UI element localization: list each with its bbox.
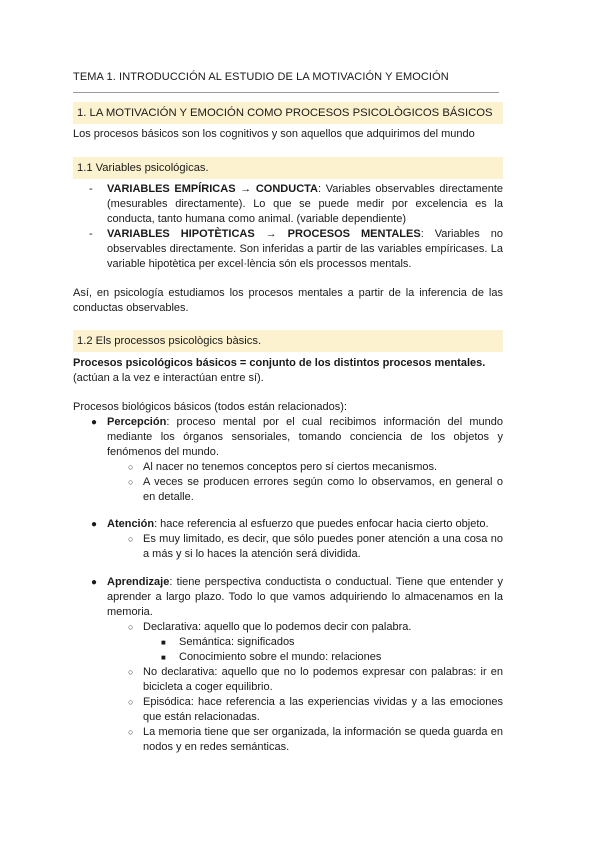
item-text: No declarativa: aquello que no lo podemos expresar con palabras: ir en bicicleta a coger equilibrio. <box>143 666 503 693</box>
item-text: : hace referencia al esfuerzo que puedes enfocar hacia cierto objeto. <box>154 518 489 530</box>
list-item <box>73 227 503 272</box>
bullet-circle: ○ <box>128 477 134 487</box>
list-item <box>143 635 503 650</box>
item-text: : Variables no observables directamente. Son inferidas a partir de las variables empíricases. La variable hipotètica per excel·lència són els processos mentals. <box>107 228 503 270</box>
item-text: Al nacer no tenemos conceptos pero sí ciertos mecanismos. <box>143 461 438 473</box>
list-item <box>107 475 503 505</box>
atencion-sublist <box>107 532 503 562</box>
dash-marker: - <box>89 228 93 240</box>
item-text: Declarativa: aquello que lo podemos decir con palabra. <box>143 621 412 633</box>
dash-marker: - <box>89 183 93 195</box>
item-text: : Variables observables directamente (mesurables directamente). Lo que se puede medir por excelencia es la conducta, tanto humana como animal. (variable dependiente) <box>107 183 504 225</box>
title-divider <box>73 92 499 93</box>
item-text: : tiene perspectiva conductista o conductual. Tiene que entender y aprender a largo plazo. Todo lo que vamos adquiriendo lo almacenamos en la memoria. <box>107 576 503 618</box>
percepcion-sublist <box>107 460 503 505</box>
list-item <box>107 725 503 755</box>
bullet-dot: ● <box>91 417 98 428</box>
item-text: Es muy limitado, es decir, que sólo puedes poner atención a una cosa no a más y si lo haces la atención será dividida. <box>143 533 503 560</box>
item-text: La memoria tiene que ser organizada, la información se queda guarda en nodos y en redes semánticas. <box>143 726 503 753</box>
section-1-2-heading: 1.2 Els processos psicològics bàsics. <box>73 330 503 352</box>
item-term: Percepción <box>107 416 167 428</box>
list-item <box>107 695 503 725</box>
list-item <box>107 532 503 562</box>
bullet-circle: ○ <box>128 462 134 472</box>
item-text: Episódica: hace referencia a las experiencias vividas y a las emociones que están relacionadas. <box>143 696 503 723</box>
atencion-list <box>73 517 503 562</box>
bullet-circle: ○ <box>128 534 134 544</box>
list-item <box>107 665 503 695</box>
item-term: Aprendizaje <box>107 576 170 588</box>
variables-list <box>73 182 503 272</box>
section-1-intro: Los procesos básicos son los cognitivos y son aquellos que adquirimos del mundo <box>73 128 475 140</box>
item-text: A veces se producen errores según como lo observamos, en general o en detalle. <box>143 476 503 503</box>
list-item <box>107 620 503 665</box>
bullet-circle: ○ <box>128 622 134 632</box>
bullet-circle: ○ <box>128 727 134 737</box>
definition-bold: Procesos psicológicos básicos = conjunto de los distintos procesos mentales. <box>73 357 486 369</box>
item-text: Conocimiento sobre el mundo: relaciones <box>179 651 382 663</box>
item-text: : proceso mental por el cual recibimos información del mundo mediante los órganos sensoriales, tomando conciencia de los objetos y fenómenos del mundo. <box>107 416 503 458</box>
item-text: Semántica: significados <box>179 636 295 648</box>
item-term: VARIABLES EMPÍRICAS → CONDUCTA <box>107 183 318 195</box>
declarativa-sublist <box>143 635 503 665</box>
item-term: VARIABLES HIPOTÈTICAS → PROCESOS MENTALES <box>107 228 421 240</box>
item-term: Atención <box>107 518 155 530</box>
aprendizaje-sublist <box>107 620 503 755</box>
list-item <box>73 517 503 562</box>
section-1-heading: 1. LA MOTIVACIÓN Y EMOCIÓN COMO PROCESOS PSICOLÒGICOS BÁSICOS <box>73 102 503 124</box>
procesos-definition <box>73 356 503 386</box>
list-item <box>107 460 503 475</box>
list-item <box>73 575 503 755</box>
bullet-square: ■ <box>161 638 166 647</box>
bullet-circle: ○ <box>128 667 134 677</box>
list-item <box>143 650 503 665</box>
bullet-square: ■ <box>161 653 166 662</box>
percepcion-list <box>73 415 503 505</box>
aprendizaje-list <box>73 575 503 755</box>
bullet-circle: ○ <box>128 697 134 707</box>
list-item <box>73 182 503 227</box>
document-title: TEMA 1. INTRODUCCIÓN AL ESTUDIO DE LA MOTIVACIÓN Y EMOCIÓN <box>73 71 449 83</box>
section-1-1-closing: Así, en psicología estudiamos los procesos mentales a partir de la inferencia de las conductas observables. <box>73 287 503 314</box>
bullet-dot: ● <box>91 519 98 530</box>
bio-intro: Procesos biológicos básicos (todos están relacionados): <box>73 401 347 413</box>
bullet-dot: ● <box>91 577 98 588</box>
definition-note: (actúan a la vez e interactúan entre sí). <box>73 372 264 384</box>
list-item <box>73 415 503 505</box>
section-1-1-heading: 1.1 Variables psicológicas. <box>73 157 503 179</box>
